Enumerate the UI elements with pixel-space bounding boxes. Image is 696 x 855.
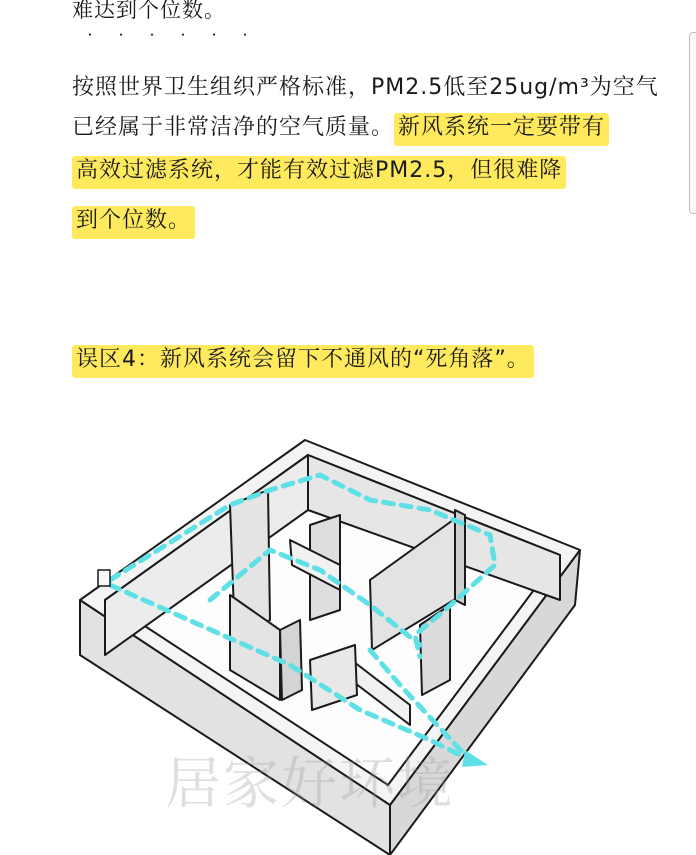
- paragraph-line-2: [72, 117, 609, 139]
- paragraph-line-3: [72, 160, 566, 182]
- emphasis-dots: ・・・・・・: [84, 28, 271, 42]
- airflow-arrow-head: [462, 750, 488, 767]
- paragraph-line-4: [72, 210, 195, 232]
- section-heading-highlight: 误区4：新风系统会留下不通风的“死角落”。: [72, 345, 534, 378]
- paragraph-line-2-highlight: 新风系统一定要带有: [394, 113, 609, 146]
- paragraph-line-1: 按照世界卫生组织严格标准，PM2.5低至25ug/m³为空气: [72, 75, 659, 100]
- paragraph-line-2-plain: 已经属于非常洁净的空气质量。: [72, 115, 395, 140]
- text-top-line: 难达到个位数。: [72, 0, 226, 22]
- section-heading: [72, 349, 534, 371]
- air-inlet: [98, 570, 110, 586]
- paragraph-line-4-highlight: 到个位数。: [72, 206, 195, 239]
- scroll-edge-tab[interactable]: [689, 32, 696, 214]
- watermark: 居家好环境: [165, 752, 455, 817]
- paragraph-line-3-highlight: 高效过滤系统，才能有效过滤PM2.5，但很难降: [72, 156, 566, 189]
